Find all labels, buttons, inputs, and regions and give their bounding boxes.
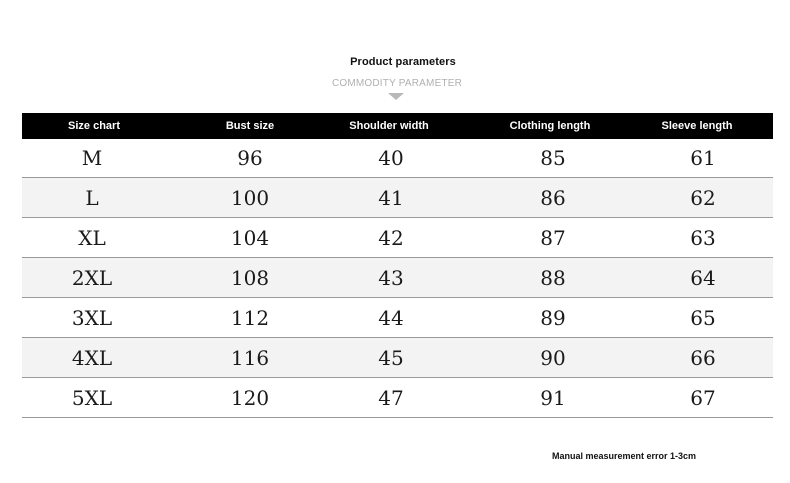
column-header-bust: Bust size [225, 120, 275, 132]
cell-size: 5XL [71, 385, 113, 410]
cell-shoulder: 40 [378, 146, 404, 170]
cell-length: 91 [540, 385, 566, 410]
cell-shoulder: 42 [378, 225, 404, 250]
cell-length: 90 [540, 345, 566, 370]
table-row [22, 178, 773, 218]
column-header-size: Size chart [68, 120, 120, 132]
cell-bust: 96 [237, 146, 263, 170]
cell-bust: 112 [230, 305, 270, 330]
cell-length: 86 [540, 185, 566, 210]
cell-length: 89 [540, 305, 566, 330]
cell-size: 2XL [71, 265, 113, 290]
cell-bust: 120 [230, 385, 270, 410]
page-subtitle: COMMODITY PARAMETER [331, 78, 463, 89]
cell-bust: 100 [230, 185, 270, 210]
cell-length: 85 [540, 146, 566, 170]
cell-shoulder: 44 [378, 305, 404, 330]
cell-length: 88 [540, 265, 566, 290]
page-title: Product parameters [350, 56, 456, 68]
cell-size: 4XL [71, 345, 113, 370]
table-header [22, 113, 773, 139]
table-row [22, 218, 773, 258]
cell-sleeve: 61 [690, 146, 716, 170]
column-header-shoulder: Shoulder width [349, 120, 429, 132]
cell-bust: 116 [230, 345, 270, 370]
cell-sleeve: 65 [690, 305, 716, 330]
table-row [22, 258, 773, 298]
cell-length: 87 [540, 225, 566, 250]
cell-sleeve: 67 [690, 385, 716, 410]
cell-shoulder: 41 [378, 185, 404, 210]
cell-shoulder: 45 [378, 345, 404, 370]
cell-bust: 108 [230, 265, 270, 290]
column-header-length: Clothing length [509, 120, 591, 132]
table-row [22, 298, 773, 338]
table-row [22, 338, 773, 378]
measurement-note: Manual measurement error 1-3cm [552, 451, 697, 461]
cell-shoulder: 47 [378, 385, 404, 410]
cell-sleeve: 62 [690, 185, 716, 210]
cell-size: L [85, 185, 99, 210]
size-chart-table [22, 113, 773, 418]
caret-down-icon [388, 93, 404, 100]
cell-size: 3XL [71, 305, 113, 330]
table-row [22, 378, 773, 418]
cell-sleeve: 66 [690, 345, 716, 370]
cell-sleeve: 64 [690, 265, 716, 290]
table-row [22, 139, 773, 178]
cell-bust: 104 [230, 225, 270, 250]
cell-sleeve: 63 [690, 225, 716, 250]
column-header-sleeve: Sleeve length [661, 120, 733, 132]
cell-size: M [81, 146, 103, 170]
cell-size: XL [78, 225, 106, 250]
cell-shoulder: 43 [378, 265, 404, 290]
